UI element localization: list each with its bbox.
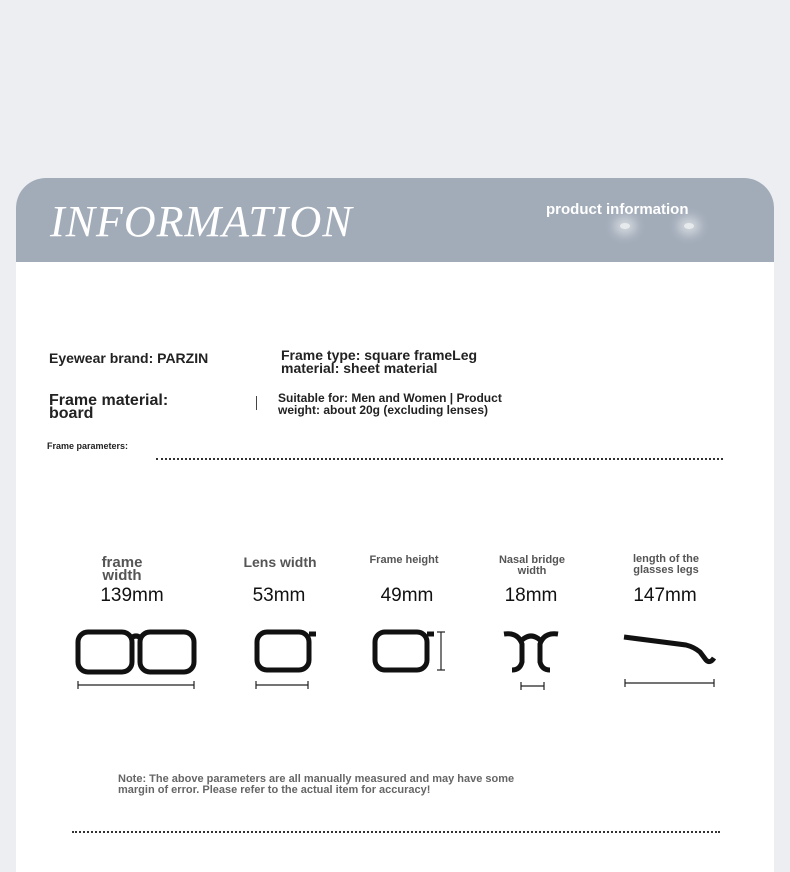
measurement-note: Note: The above parameters are all manually measured and may have some margin of error. Please refer to the actual item for accuracy! (118, 773, 515, 796)
spec-value-lens-width: 53mm (252, 585, 306, 606)
nose-bridge-icon (502, 628, 562, 692)
page-title: INFORMATION (50, 197, 353, 246)
spec-label-temple-length: length of the glasses legs (633, 553, 699, 576)
info-card (16, 178, 774, 872)
spec-label-frame-height: Frame height (369, 554, 439, 566)
spec-value-frame-height: 49mm (380, 585, 434, 606)
front-frame-icon (74, 628, 200, 692)
spec-label-lens-width: Lens width (243, 554, 317, 570)
spec-label-nasal-bridge: Nasal bridge width (498, 554, 566, 577)
frame-type: Frame type: square frameLeg material: sheet material (281, 347, 478, 376)
frame-material: Frame material: board (49, 392, 169, 422)
divider (256, 396, 257, 410)
spec-label-frame-width: frame width (101, 554, 143, 584)
dotted-divider (72, 831, 720, 833)
eyewear-brand: Eyewear brand: PARZIN (49, 350, 209, 366)
glow-decoration (684, 223, 694, 229)
spec-value-temple-length: 147mm (633, 585, 697, 606)
spec-value-nasal-bridge: 18mm (504, 585, 558, 606)
spec-value-frame-width: 139mm (100, 585, 164, 606)
single-lens-icon (252, 628, 320, 692)
suitable-for-weight: Suitable for: Men and Women | Product weight: about 20g (excluding lenses) (278, 391, 502, 417)
glow-decoration (620, 223, 630, 229)
frame-parameters-label: Frame parameters: (47, 441, 129, 451)
header-banner (16, 178, 774, 262)
temple-arm-icon (622, 628, 722, 692)
dotted-divider (156, 458, 723, 460)
banner-subtitle: product information (546, 201, 689, 218)
lens-height-icon (370, 628, 450, 678)
